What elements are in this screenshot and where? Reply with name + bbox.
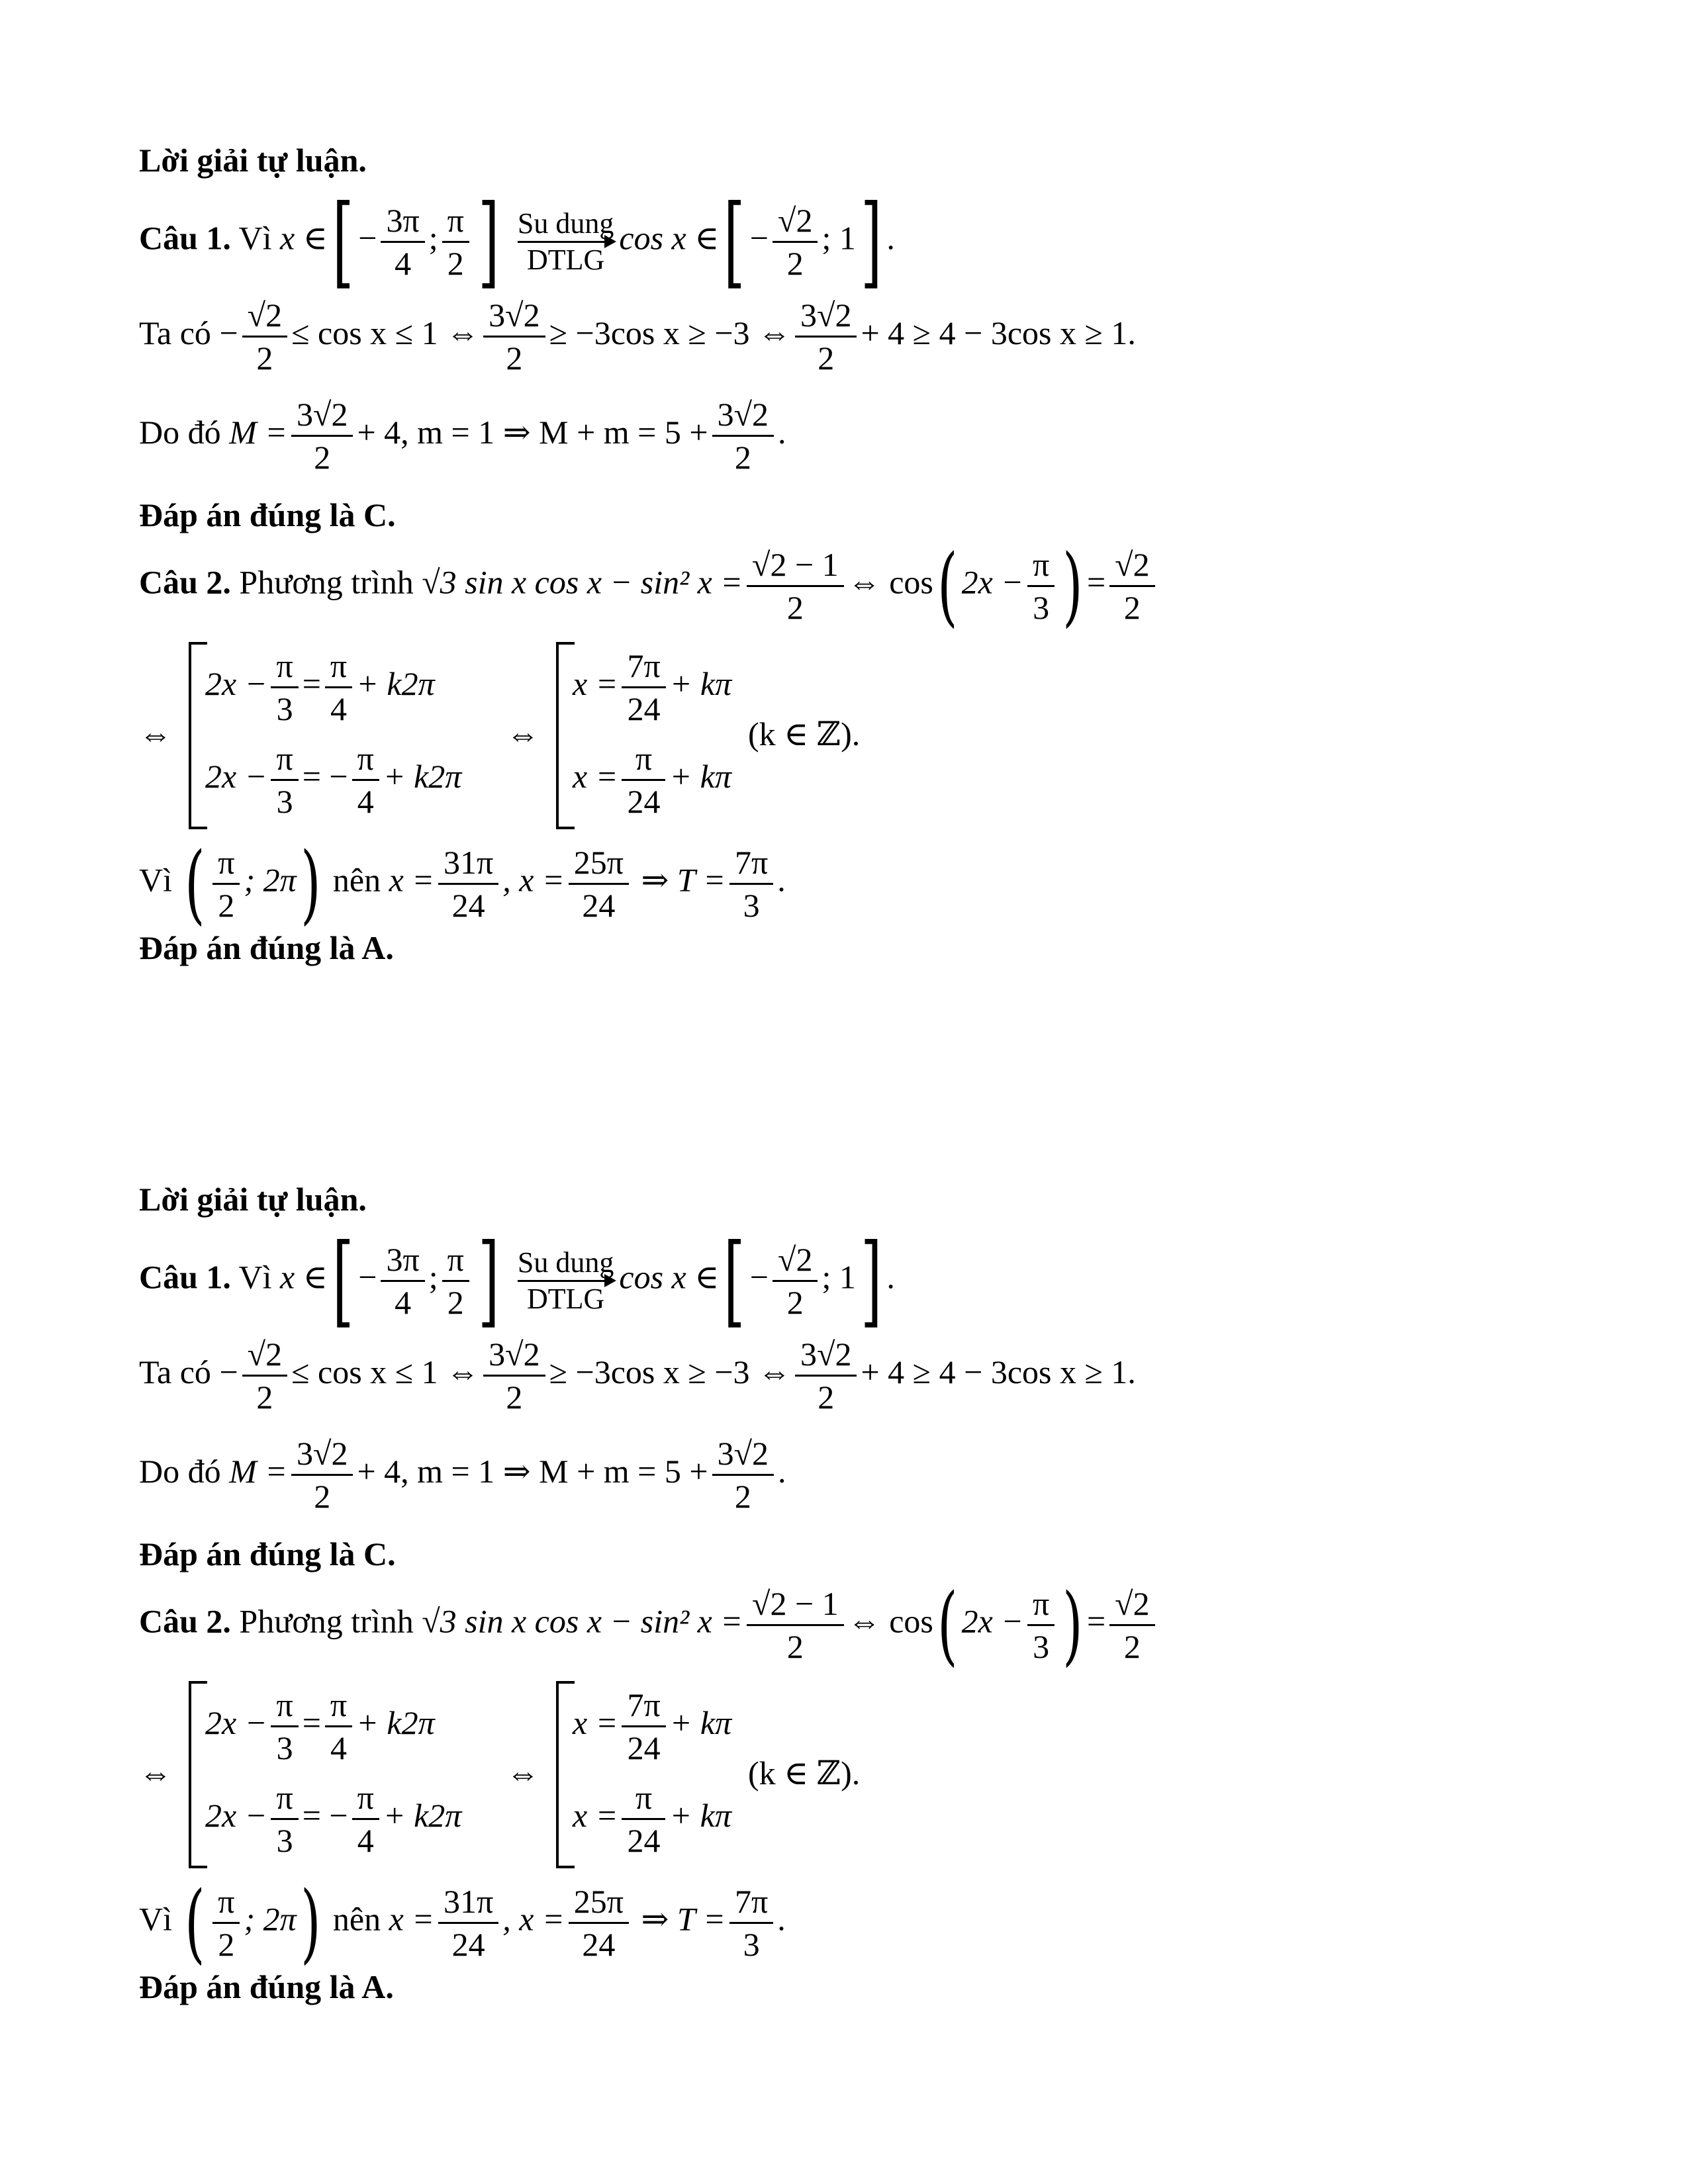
fraction: $\frac{√2}{2}$ (1109, 1583, 1154, 1667)
bracket-open: [ (724, 1223, 745, 1338)
question-label: Câu 2. (139, 563, 231, 601)
question-label: Câu 2. (139, 1602, 231, 1640)
math: + 4 ≥ 4 − 3cos x ≥ 1. (861, 314, 1136, 351)
text: Ta có (139, 314, 211, 351)
answer: Đáp án đúng là C. (139, 1535, 396, 1572)
system-line: 2x − $\frac{\pi}{3}$ = − $\frac{\pi}{4}$ + k2π (205, 738, 461, 822)
math: ; (428, 219, 438, 257)
paren-open: ( (937, 535, 958, 636)
text: Phương trình (239, 563, 414, 601)
bracket-close: ] (861, 184, 882, 299)
math: ; 1 (821, 219, 856, 257)
k-in-z: (k ∈ ℤ). (748, 715, 861, 752)
math: 2x − (961, 1602, 1023, 1640)
fraction: $\frac{3√2}{2}$ (291, 1433, 353, 1517)
bracket-close: ] (478, 1223, 500, 1338)
math: ≥ −3cos x ≥ −3 ⇔ (549, 1353, 792, 1390)
vi-line (139, 1872, 786, 1973)
equiv-symbol: ⇔ (506, 715, 539, 752)
cau2-line (139, 1574, 1159, 1675)
system-bracket (556, 642, 575, 829)
math: . (886, 1258, 895, 1296)
math: cos x ∈ (619, 219, 720, 257)
equiv-symbol: ⇔ (139, 1754, 172, 1792)
heading: Lời giải tự luận. (139, 1181, 367, 1218)
heading: Lời giải tự luận. (139, 142, 367, 179)
math: , x = (502, 1900, 565, 1938)
text: nên (332, 861, 381, 899)
answer: Đáp án đúng là C. (139, 496, 396, 533)
math: ; 2π (244, 1900, 297, 1938)
math: √3 sin x cos x − sin² x = (422, 563, 743, 601)
math: ≤ cos x ≤ 1 ⇔ (291, 1353, 480, 1390)
bracket-open: [ (724, 184, 745, 299)
math: x ∈ (280, 219, 328, 257)
text: nên (332, 1900, 381, 1938)
math: − (358, 1258, 377, 1296)
taco-line (139, 295, 1136, 379)
fraction: $\frac{3\pi}{4}$ (381, 1239, 424, 1323)
math: cos x ∈ (619, 1258, 720, 1296)
fraction: $\frac{\pi}{2}$ (442, 200, 469, 284)
question-label: Câu 1. (139, 219, 231, 257)
text: Vì (238, 1258, 272, 1296)
fraction: $\frac{3√2}{2}$ (795, 295, 857, 379)
math: √3 sin x cos x − sin² x = (422, 1602, 743, 1640)
math: = (1086, 1602, 1106, 1640)
math: M = (229, 413, 287, 451)
solution-block (0, 1039, 1688, 2032)
math: ≤ cos x ≤ 1 ⇔ (291, 314, 480, 351)
fraction: $\frac{7\pi}{3}$ (729, 842, 773, 926)
math: = (1086, 563, 1106, 601)
dodo-line (139, 394, 786, 478)
system-line: x = $\frac{7\pi}{24}$ + kπ (573, 1684, 731, 1768)
fraction: $\frac{√2}{2}$ (773, 200, 818, 284)
fraction: $\frac{√2}{2}$ (242, 1334, 287, 1418)
bracket-open: [ (332, 184, 354, 299)
paren-open: ( (184, 833, 205, 934)
math: − (749, 219, 769, 257)
paren-open: ( (184, 1872, 205, 1973)
fraction: $\frac{√2}{2}$ (1109, 544, 1154, 628)
math: ; (428, 1258, 438, 1296)
fraction: $\frac{√2 - 1}{2}$ (747, 1583, 844, 1667)
fraction: $\frac{3√2}{2}$ (483, 1334, 545, 1418)
paren-close: ) (1062, 535, 1083, 636)
fraction: $\frac{25\pi}{24}$ (569, 1881, 629, 1965)
math: . (778, 1452, 786, 1490)
bracket-close: ] (861, 1223, 882, 1338)
fraction: $\frac{25\pi}{24}$ (569, 842, 629, 926)
fraction: $\frac{√2}{2}$ (773, 1239, 818, 1323)
labeled-arrow: Su dung DTLG (517, 206, 614, 276)
math: − (358, 219, 377, 257)
math: M = (229, 1452, 287, 1490)
text: Do đó (139, 1452, 221, 1490)
taco-line (139, 1334, 1136, 1418)
math: + 4, m = 1 ⇒ M + m = 5 + (357, 1452, 708, 1490)
text: Vì (139, 861, 172, 899)
fraction: $\frac{\pi}{2}$ (442, 1239, 469, 1323)
solution-block (0, 0, 1688, 993)
k-in-z: (k ∈ ℤ). (748, 1754, 861, 1792)
system-line: 2x − $\frac{\pi}{3}$ = $\frac{\pi}{4}$ + k2π (205, 1684, 435, 1768)
fraction: $\frac{31\pi}{24}$ (438, 842, 498, 926)
fraction: $\frac{3√2}{2}$ (291, 394, 353, 478)
system-line: x = $\frac{7\pi}{24}$ + kπ (573, 645, 731, 729)
bracket-open: [ (332, 1223, 354, 1338)
math: . (777, 861, 786, 899)
math: − (219, 314, 238, 351)
fraction: $\frac{3√2}{2}$ (712, 1433, 774, 1517)
fraction: $\frac{\pi}{3}$ (1027, 1583, 1055, 1667)
system-line: x = $\frac{\pi}{24}$ + kπ (573, 738, 731, 822)
fraction: $\frac{3√2}{2}$ (712, 394, 774, 478)
fraction: $\frac{3√2}{2}$ (483, 295, 545, 379)
question-label: Câu 1. (139, 1258, 231, 1296)
math: − (749, 1258, 769, 1296)
system-line: 2x − $\frac{\pi}{3}$ = − $\frac{\pi}{4}$ + k2π (205, 1777, 461, 1861)
cau1-line (139, 1223, 895, 1338)
equiv-symbol: ⇔ (506, 1754, 539, 1792)
system-line: x = $\frac{\pi}{24}$ + kπ (573, 1777, 731, 1861)
text: Ta có (139, 1353, 211, 1390)
answer: Đáp án đúng là A. (139, 929, 394, 966)
math: ≥ −3cos x ≥ −3 ⇔ (549, 314, 792, 351)
math: x = (389, 861, 435, 899)
math: ⇔ cos (847, 563, 933, 601)
dodo-line (139, 1433, 786, 1517)
math: . (777, 1900, 786, 1938)
fraction: $\frac{3√2}{2}$ (795, 1334, 857, 1418)
paren-close: ) (300, 1872, 321, 1973)
math: + 4 ≥ 4 − 3cos x ≥ 1. (861, 1353, 1136, 1390)
math: + 4, m = 1 ⇒ M + m = 5 + (357, 413, 708, 451)
fraction: $\frac{7\pi}{3}$ (729, 1881, 773, 1965)
fraction: $\frac{31\pi}{24}$ (438, 1881, 498, 1965)
system-line: 2x − $\frac{\pi}{3}$ = $\frac{\pi}{4}$ + k2π (205, 645, 435, 729)
fraction: $\frac{√2}{2}$ (242, 295, 287, 379)
math: x = (389, 1900, 435, 1938)
math: ; 1 (821, 1258, 856, 1296)
math: − (219, 1353, 238, 1390)
math: 2x − (961, 563, 1023, 601)
paren-close: ) (1062, 1574, 1083, 1675)
system-bracket (556, 1681, 575, 1868)
fraction: $\frac{\pi}{2}$ (212, 842, 240, 926)
math: ⇒ T = (641, 1900, 726, 1938)
fraction: $\frac{√2 - 1}{2}$ (747, 544, 844, 628)
system-bracket (189, 1681, 207, 1868)
paren-close: ) (300, 833, 321, 934)
math: x ∈ (280, 1258, 328, 1296)
math: . (778, 413, 786, 451)
cau2-line (139, 535, 1159, 636)
math: ⇒ T = (641, 861, 726, 899)
fraction: $\frac{\pi}{2}$ (212, 1881, 240, 1965)
text: Do đó (139, 413, 221, 451)
text: Vì (139, 1900, 172, 1938)
math: ⇔ cos (847, 1602, 933, 1640)
text: Vì (238, 219, 272, 257)
vi-line (139, 833, 786, 934)
fraction: $\frac{\pi}{3}$ (1027, 544, 1055, 628)
answer: Đáp án đúng là A. (139, 1968, 394, 2005)
cau1-line (139, 184, 895, 299)
math: ; 2π (244, 861, 297, 899)
bracket-close: ] (478, 184, 500, 299)
labeled-arrow: Su dung DTLG (517, 1246, 614, 1315)
equiv-symbol: ⇔ (139, 715, 172, 752)
paren-open: ( (937, 1574, 958, 1675)
text: Phương trình (239, 1602, 414, 1640)
math: . (886, 219, 895, 257)
system-bracket (189, 642, 207, 829)
math: , x = (502, 861, 565, 899)
fraction: $\frac{3\pi}{4}$ (381, 200, 424, 284)
